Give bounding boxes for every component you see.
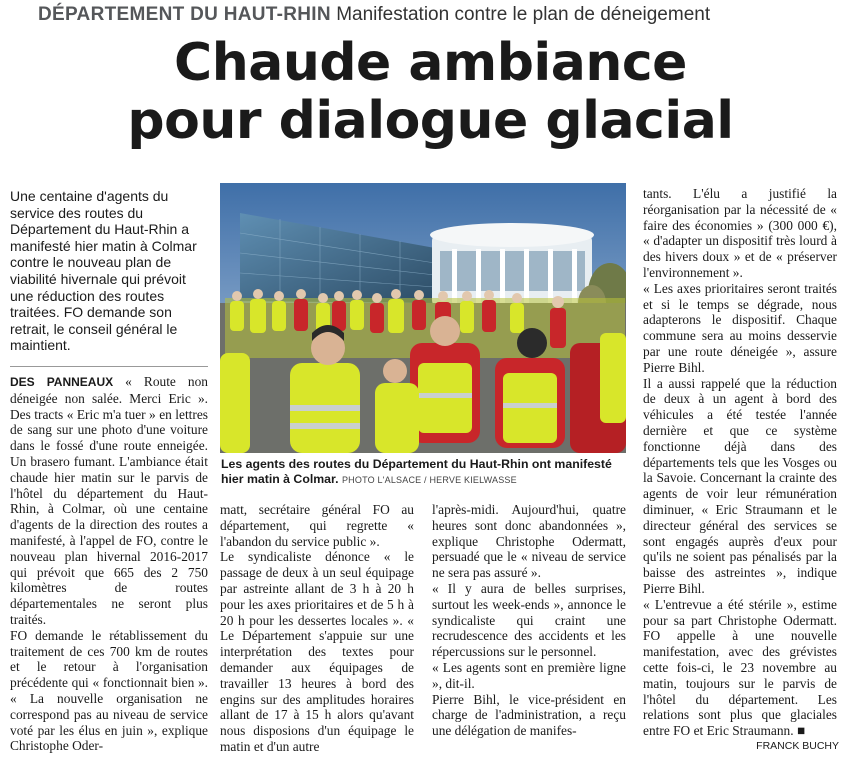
headline-line-2: pour dialogue glacial	[127, 91, 734, 151]
paragraph: Le syndicaliste dénonce « le passage de deux à un seul équipage par astreinte allant de 3 h à 20 h pour les axes prioritaires et de 5 h à 20 h pour les dessertes locales ». « Le Département s'appuie sur une interprétation des textes pour demander aux équipages de travailler 13 heures à bord des engins sur des amplitudes horaires allant de 17 à 15 h alors qu'avant nous disposions d'un équipage le matin et d'un autre	[220, 549, 414, 754]
kicker	[38, 4, 710, 26]
lead-divider	[10, 366, 208, 367]
paragraph: tants. L'élu a justifié la réorganisation par la nécessité de « faire des économies » (300 000 €), « d'adapter un dispositif très lourd à des hivers doux » et de « préserver l'environnement ».	[643, 186, 837, 280]
article-column-2	[220, 502, 414, 755]
author-signature: FRANCK BUCHY	[756, 740, 839, 752]
paragraph: « L'entrevue a été stérile », estime pour sa part Christophe Odermatt. FO appelle à une nouvelle manifestation, avec des grévistes cette fois-ci, le 23 novembre au matin, toujours sur le parvis de l'hôtel du département. Les relations sont plus que glaciales entre FO et Eric Straumann. ■	[643, 596, 837, 739]
paragraph: Pierre Bihl, le vice-président en charge de l'administration, a reçu une délégation de manifes-	[432, 691, 626, 739]
paragraph: DES PANNEAUX « Route non déneigée non salée. Merci Eric ». Des tracts « Eric m'a tuer » en lettres de sang sur une photo d'une voiture dans le fossé d'une route enneigée. Un brasero fumant. L'ambiance était chaude hier matin sur le parvis de l'hôtel du département du Haut-Rhin, à Colmar, où une centaine d'agents de la direction des routes a manifesté, à l'appel de FO, contre le nouveau plan hivernal 2016-2017 qui prévoit que 665 des 2 750 kilomètres de routes départementales ne seront plus traités.	[10, 374, 208, 627]
paragraph: matt, secrétaire général FO au département, qui regrette « l'abandon du service public ».	[220, 502, 414, 549]
news-photo	[220, 183, 626, 453]
kicker-topic: Manifestation contre le plan de déneigement	[336, 4, 711, 25]
paragraph: FO demande le rétablissement du traitement de ces 700 km de routes et le retour à l'organisation précédente qui « fonctionnait bien ». « La nouvelle organisation ne correspond pas au niveau de service voté par les élus en juin », explique Christophe Oder-	[10, 627, 208, 754]
paragraph: « Il y aura de belles surprises, surtout les week-ends », annonce le syndicaliste qui craint une recrudescence des accidents et les répercussions sur le personnel.	[432, 580, 626, 660]
article-column-1	[10, 374, 208, 754]
paragraph: « Les agents sont en première ligne », dit-il.	[432, 659, 626, 691]
paragraph: « Les axes prioritaires seront traités et si le temps se dégrade, nous adapterons le dispositif. Chaque commune sera au moins desservie par une route déneigée », assure Pierre Bihl.	[643, 280, 837, 375]
headline	[0, 34, 861, 150]
article-lead: Une centaine d'agents du service des routes du Département du Haut-Rhin a manifesté hier matin à Colmar contre le nouveau plan de viabilité hivernale qui prévoit une réduction des routes traitées. FO demande son retrait, le conseil général le maintient.	[10, 188, 197, 354]
paragraph: l'après-midi. Aujourd'hui, quatre heures sont donc abandonnées », explique Christophe Odermatt, persuadé que le « niveau de service ne sera pas assuré ».	[432, 502, 626, 581]
headline-line-1: Chaude ambiance	[174, 33, 687, 93]
kicker-department: DÉPARTEMENT DU HAUT-RHIN	[38, 4, 331, 25]
article-column-3	[432, 502, 626, 739]
article-column-4	[643, 186, 837, 739]
photo-caption	[221, 457, 627, 487]
paragraph-lead-in: DES PANNEAUX	[10, 375, 114, 389]
paragraph: Il a aussi rappelé que la réduction de deux à un agent à bord des véhicules a été testée l'année dernière et que ce système fonctionne déjà dans des départements tels que les Vosges ou la Savoie. Concernant la crainte des agents de voir leur rémunération diminuer, « Eric Straumann et le directeur général des services se sont engagés auprès d'eux pour qu'ils ne soient pas pénalisés par la baisse des astreintes », indique Pierre Bihl.	[643, 375, 837, 596]
photo-credit: PHOTO L'ALSACE / HERVE KIELWASSE	[341, 474, 517, 485]
caption-text: Les agents des routes du Département du Haut-Rhin ont manifesté hier matin à Colmar.	[221, 457, 612, 486]
